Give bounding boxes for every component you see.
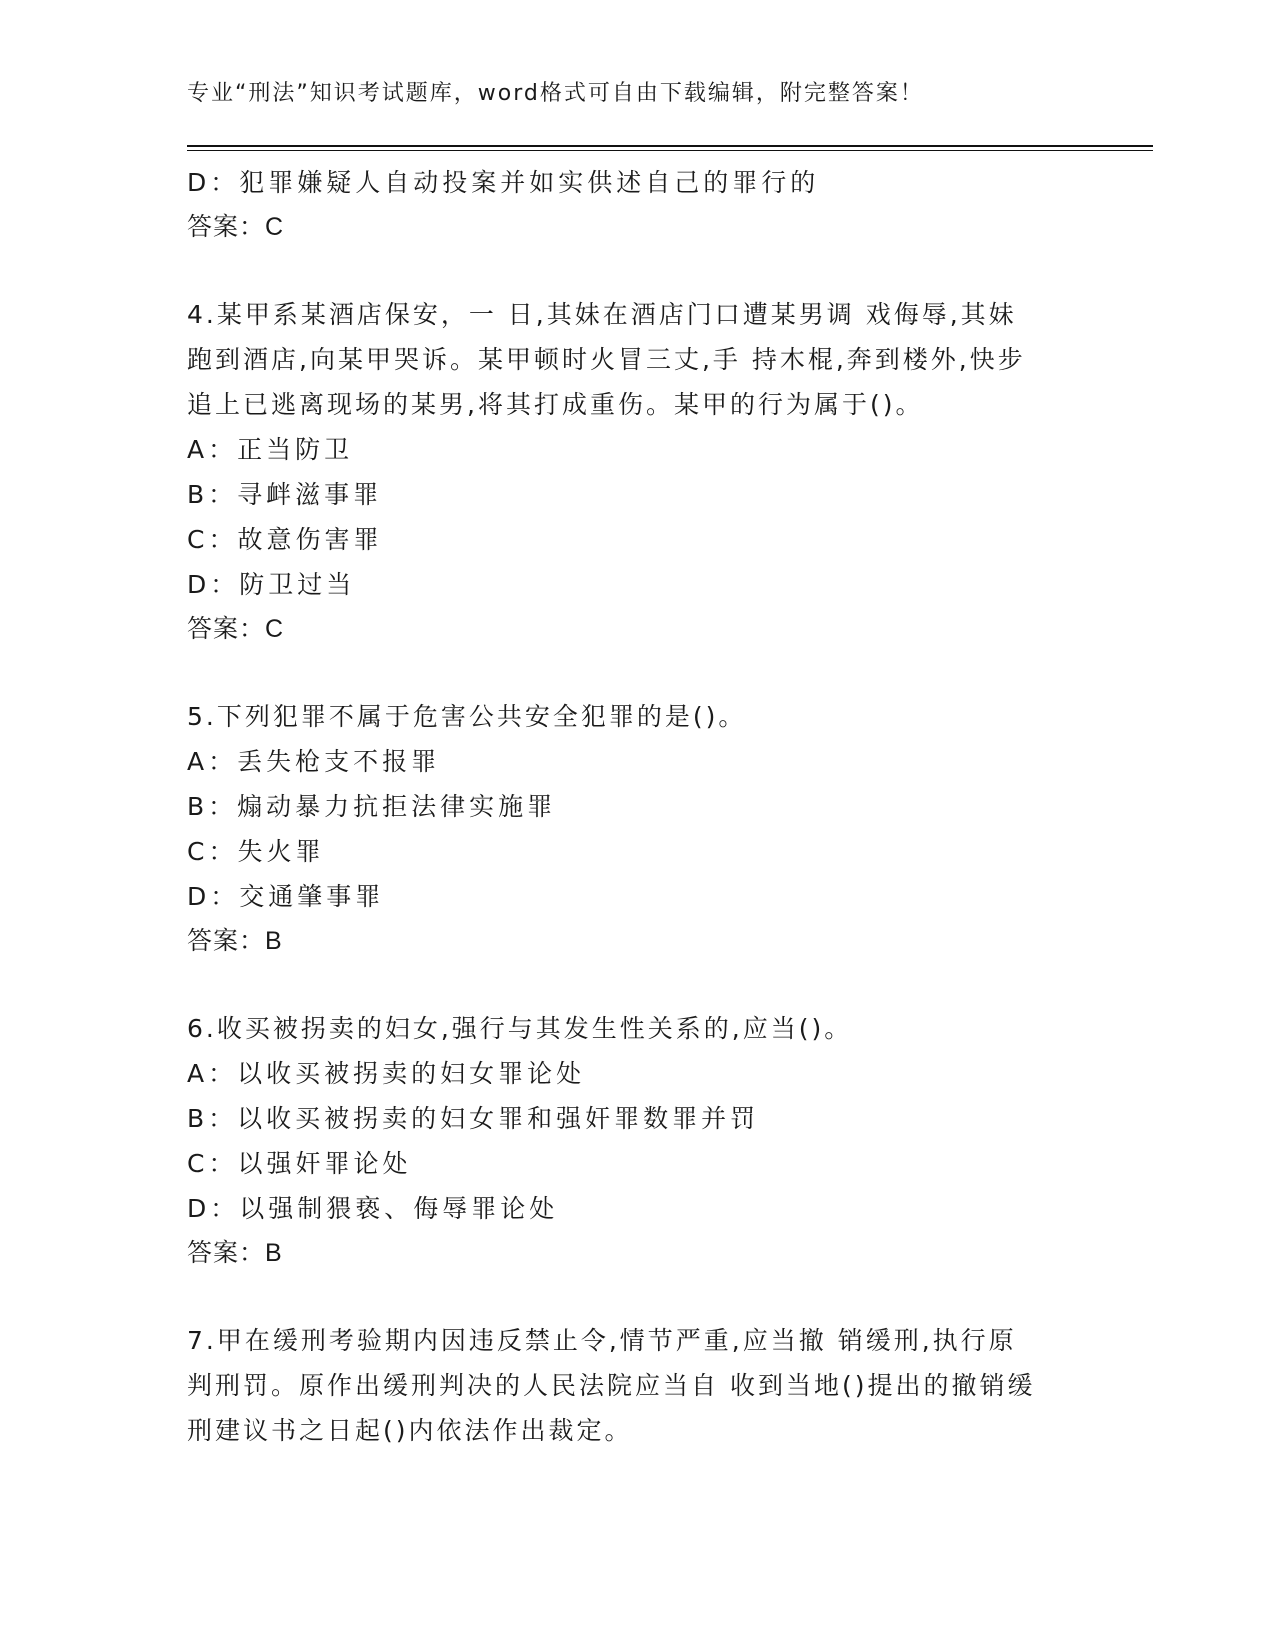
- question-block: [187, 694, 1087, 964]
- option-d: D：以强制猥亵、侮辱罪论处: [187, 1194, 559, 1223]
- option-c: C：以强奸罪论处: [187, 1149, 412, 1178]
- option-a: A：正当防卫: [187, 435, 354, 464]
- option-b: B：寻衅滋事罪: [187, 480, 383, 509]
- question-text: 6.收买被拐卖的妇女,强行与其发生性关系的,应当()。: [187, 1014, 853, 1043]
- question-text: 刑建议书之日起()内依法作出裁定。: [187, 1416, 633, 1445]
- question-text: 7.甲在缓刑考验期内因违反禁止令,情节严重,应当撤 销缓刑,执行原: [187, 1326, 1017, 1355]
- option-b: B：以收买被拐卖的妇女罪和强奸罪数罪并罚: [187, 1104, 760, 1133]
- option-c: C：失火罪: [187, 837, 325, 866]
- question-text: 判刑罚。原作出缓刑判决的人民法院应当自 收到当地()提出的撤销缓: [187, 1371, 1036, 1400]
- answer-line: 答案：B: [187, 927, 283, 955]
- header-rule: [187, 145, 1153, 147]
- option-d: D：犯罪嫌疑人自动投案并如实供述自己的罪行的: [187, 168, 820, 197]
- answer-line: 答案：C: [187, 213, 285, 241]
- option-a: A：以收买被拐卖的妇女罪论处: [187, 1059, 586, 1088]
- question-text: 5.下列犯罪不属于危害公共安全犯罪的是()。: [187, 702, 747, 731]
- question-block: [187, 292, 1087, 652]
- answer-line: 答案：C: [187, 615, 285, 643]
- question-text: 追上已逃离现场的某男,将其打成重伤。某甲的行为属于()。: [187, 390, 924, 419]
- question-text: 4.某甲系某酒店保安，一 日,其妹在酒店门口遭某男调 戏侮辱,其妹: [187, 300, 1017, 329]
- option-b: B：煽动暴力抗拒法律实施罪: [187, 792, 557, 821]
- page-header: 专业“刑法”知识考试题库，word格式可自由下载编辑，附完整答案！: [187, 81, 924, 106]
- answer-line: 答案：B: [187, 1239, 283, 1267]
- question-block: [187, 1318, 1087, 1453]
- question-content: [187, 160, 1087, 1453]
- option-a: A：丢失枪支不报罪: [187, 747, 441, 776]
- header-rule-thin: [187, 150, 1153, 151]
- question-block: [187, 1006, 1087, 1276]
- question-text: 跑到酒店,向某甲哭诉。某甲顿时火冒三丈,手 持木棍,奔到楼外,快步: [187, 345, 1026, 374]
- option-d: D：防卫过当: [187, 570, 356, 599]
- option-c: C：故意伤害罪: [187, 525, 383, 554]
- option-d: D：交通肇事罪: [187, 882, 385, 911]
